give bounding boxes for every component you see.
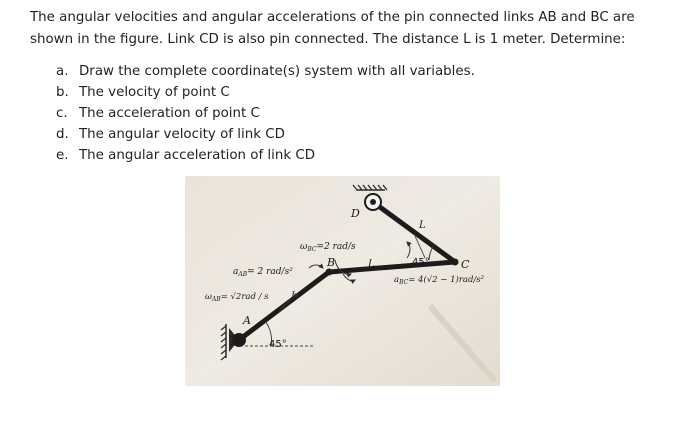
pin-b — [326, 269, 333, 276]
point-label-c: C — [461, 258, 470, 271]
problem-intro — [30, 7, 660, 51]
task-item-e — [56, 145, 475, 166]
task-marker: d. — [56, 127, 69, 142]
length-label-ab: L — [291, 291, 298, 302]
task-marker: c. — [56, 106, 68, 121]
angle-label-a: 45° — [269, 339, 287, 350]
intro-line-2: shown in the figure. Link CD is also pin connected. The distance L is 1 meter. Determine: — [30, 32, 626, 47]
length-label-cd: L — [419, 220, 426, 231]
intro-line-1: The angular velocities and angular accelerations of the pin connected links AB and BC are — [30, 10, 635, 25]
mechanism-diagram — [185, 176, 500, 386]
task-list — [56, 61, 475, 166]
omega-bc-label: $\omega_{BC}=2$ rad/s — [300, 242, 356, 253]
angle-label-c: 45° — [412, 257, 430, 268]
task-marker: b. — [56, 85, 69, 100]
omega-ab-label: $\omega_{AB}= √2rad / s$ — [205, 292, 269, 303]
task-text: The angular acceleration of link CD — [79, 148, 316, 163]
pin-d-center — [370, 199, 376, 205]
alpha-ab-label: $a_{AB}= 2$ rad/s² — [233, 267, 293, 278]
task-item-c — [56, 103, 475, 124]
task-text: The angular velocity of link CD — [79, 127, 285, 142]
task-marker: e. — [56, 148, 69, 163]
point-label-b: B — [327, 256, 336, 269]
task-item-a — [56, 61, 475, 82]
task-text: Draw the complete coordinate(s) system with all variables. — [79, 64, 475, 79]
alpha-bc-label: $a_{BC}= 4(√2 - 1)rad/s^2$ — [394, 275, 485, 286]
task-marker: a. — [56, 64, 69, 79]
point-label-a: A — [243, 314, 251, 327]
task-item-d — [56, 124, 475, 145]
mechanism-figure — [185, 176, 500, 386]
length-label-bc: L — [368, 259, 375, 270]
task-item-b — [56, 82, 475, 103]
task-text: The acceleration of point C — [79, 106, 260, 121]
point-label-d: D — [351, 207, 360, 220]
pin-c — [452, 259, 459, 266]
task-text: The velocity of point C — [79, 85, 230, 100]
